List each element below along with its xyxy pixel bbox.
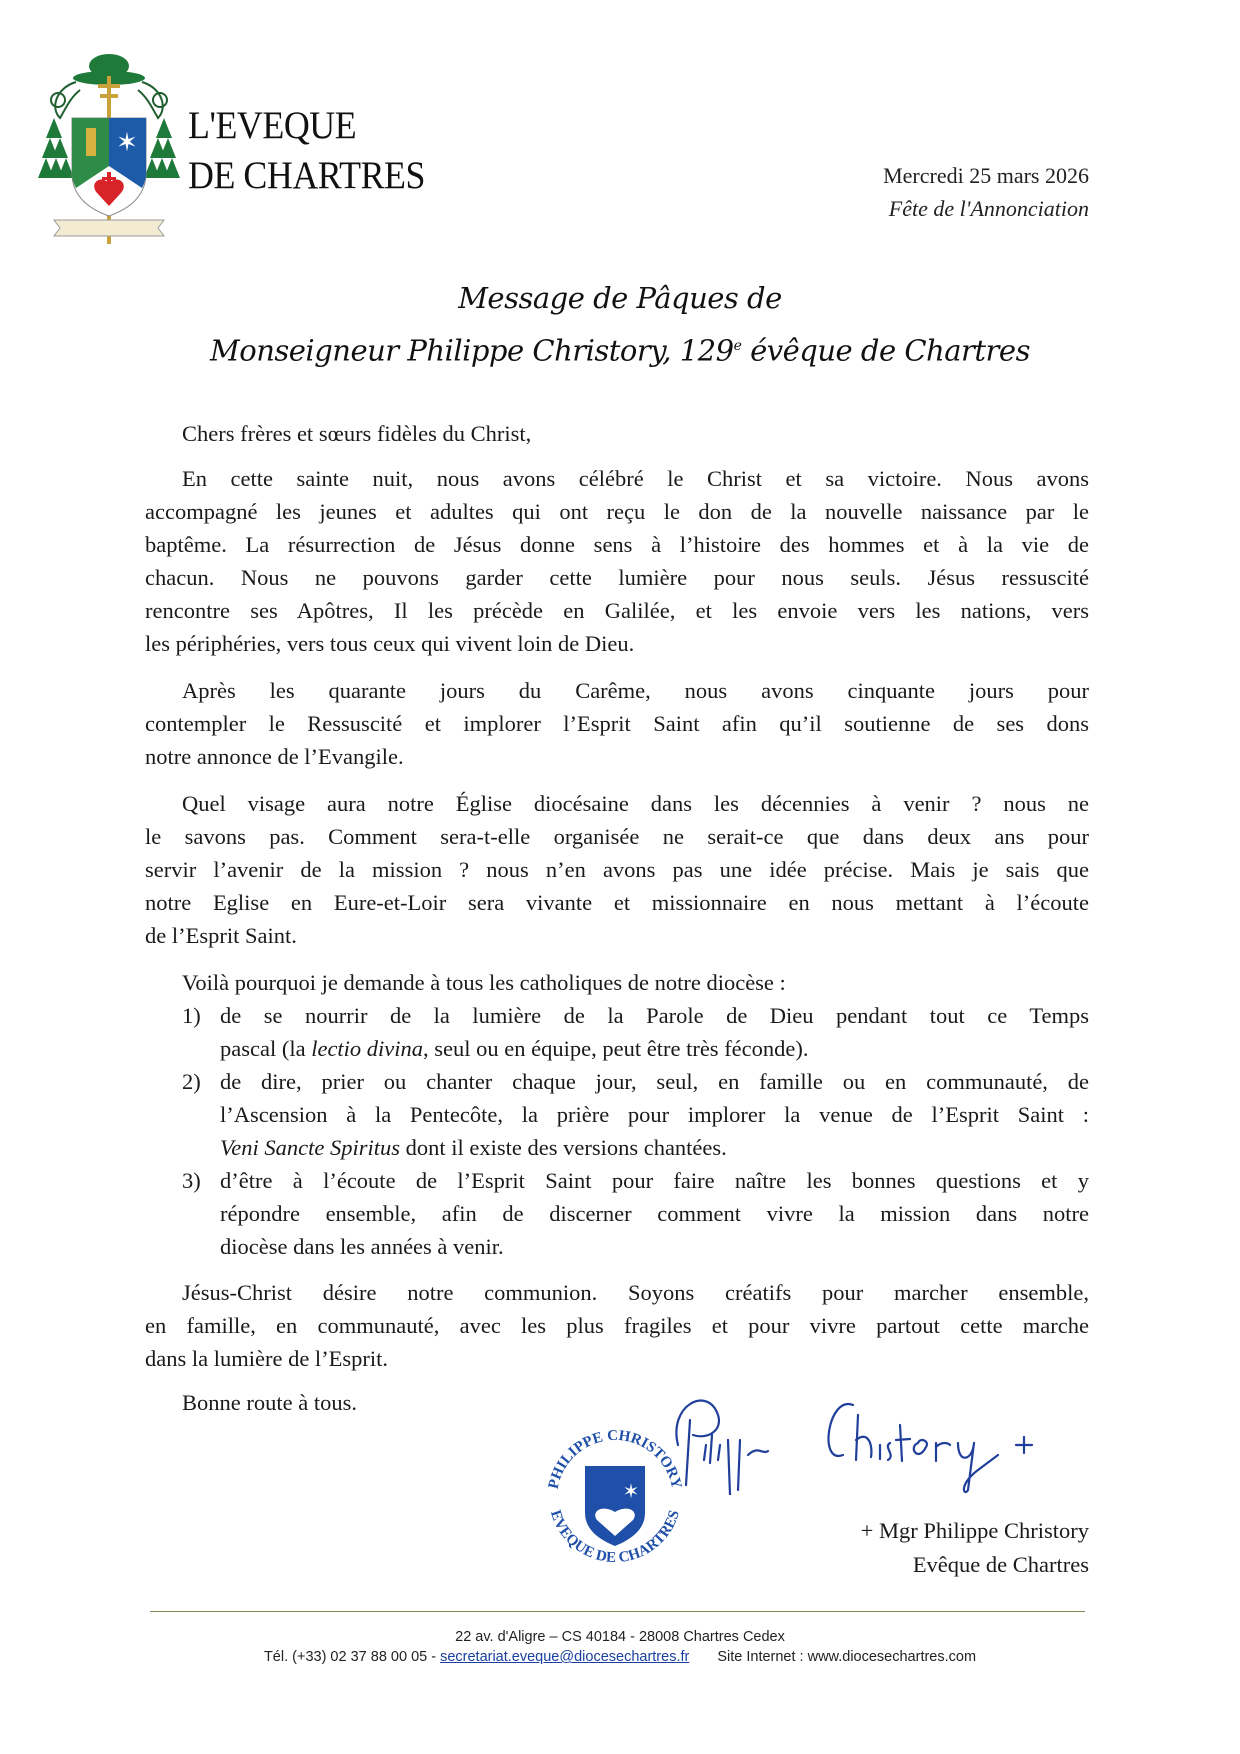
text-run: servir l’avenir de la mission ? nous n’en avons pas une idée précise. Mais je sais que	[145, 857, 1089, 882]
paragraph-line	[145, 707, 1089, 740]
paragraph	[145, 966, 1089, 999]
paragraph	[145, 674, 1089, 773]
text-run: de l’Esprit Saint.	[145, 923, 297, 948]
paragraph-line	[145, 787, 1089, 820]
text-run: accompagné les jeunes et adultes qui ont reçu le don de la nouvelle naissance par le	[145, 499, 1089, 524]
signer-name: + Mgr Philippe Christory	[860, 1518, 1089, 1543]
footer-address: 22 av. d'Aligre – CS 40184 - 28008 Chartres Cedex	[455, 1629, 785, 1645]
text-run: de dire, prier ou chanter chaque jour, seul, en famille ou en communauté, de	[220, 1069, 1089, 1094]
paragraph-line	[145, 528, 1089, 561]
text-run: dont il existe des versions chantées.	[399, 1135, 727, 1160]
paragraph	[145, 462, 1089, 660]
text-run: de se nourrir de la lumière de la Parole de Dieu pendant tout ce Temps	[220, 1003, 1089, 1028]
list-number: 1)	[182, 1003, 201, 1028]
list-item-line	[220, 1164, 1089, 1197]
feast-day: Fête de l'Annonciation	[888, 196, 1089, 221]
paragraph-line	[145, 627, 1089, 660]
paragraph-line	[145, 594, 1089, 627]
org-name-line2: DE CHARTRES	[188, 154, 426, 197]
title-text-end: évêque de Chartres	[741, 333, 1030, 368]
text-run: Quel visage aura notre Église diocésaine dans les décennies à venir ? nous ne	[182, 791, 1089, 816]
letter-body	[145, 417, 1089, 1419]
footer-phone: Tél. (+33) 02 37 88 00 05 -	[263, 1649, 441, 1665]
salutation: Chers frères et sœurs fidèles du Christ,	[182, 421, 532, 446]
list-item-line	[220, 1131, 1089, 1164]
text-run: baptême. La résurrection de Jésus donne sens à l’histoire des hommes et à la vie de	[145, 532, 1089, 557]
paragraph-line	[145, 966, 1089, 999]
closing-paragraph	[145, 1276, 1089, 1375]
text-run: le savons pas. Comment sera-t-elle organisée ne serait-ce que dans deux ans pour	[145, 824, 1089, 849]
paragraph-line	[145, 674, 1089, 707]
paragraph-line	[145, 919, 1089, 952]
list-item-line	[220, 1032, 1089, 1065]
svg-text:✶: ✶	[622, 1481, 640, 1503]
list-item-line	[220, 1197, 1089, 1230]
paragraph-line	[145, 1276, 1089, 1309]
title-superscript: e	[733, 338, 742, 354]
svg-text:✶: ✶	[116, 128, 138, 157]
paragraph-line	[145, 1342, 1089, 1375]
text-run: d’être à l’écoute de l’Esprit Saint pour faire naître les bonnes questions et y	[220, 1168, 1089, 1193]
text-run: diocèse dans les années à venir.	[220, 1234, 504, 1259]
text-run: Jésus-Christ désire notre communion. Soyons créatifs pour marcher ensemble,	[182, 1280, 1089, 1305]
title-text: Monseigneur Philippe Christory, 129	[210, 333, 734, 368]
list-number: 3)	[182, 1168, 201, 1193]
paragraph-line	[145, 853, 1089, 886]
list-item-line	[220, 1065, 1089, 1098]
text-run: chacun. Nous ne pouvons garder cette lumière pour nous seuls. Jésus ressuscité	[145, 565, 1089, 590]
org-name-line1: L'EVEQUE	[188, 104, 357, 147]
text-run: , seul ou en équipe, peut être très féconde).	[423, 1036, 809, 1061]
farewell: Bonne route à tous.	[182, 1390, 357, 1415]
stamp-top-text: PHILIPPE CHRISTORY	[545, 1427, 685, 1491]
footer-website: Site Internet : www.diocesechartres.com	[717, 1649, 977, 1665]
message-title-line2	[0, 326, 1240, 371]
coat-of-arms-icon	[36, 48, 182, 244]
list-item	[145, 999, 1089, 1065]
list-item-line	[220, 1098, 1089, 1131]
text-run: contempler le Ressuscité et implorer l’Esprit Saint afin qu’il soutienne de ses dons	[145, 711, 1089, 736]
text-run: En cette sainte nuit, nous avons célébré le Christ et sa victoire. Nous avons	[182, 466, 1089, 491]
text-run: notre annonce de l’Evangile.	[145, 744, 404, 769]
paragraph-line	[145, 740, 1089, 773]
list-item	[145, 1164, 1089, 1263]
text-run: répondre ensemble, afin de discerner comment vivre la mission dans notre	[220, 1201, 1089, 1226]
list-item-line	[220, 999, 1089, 1032]
paragraph-line	[145, 1309, 1089, 1342]
text-run: les périphéries, vers tous ceux qui vivent loin de Dieu.	[145, 631, 635, 656]
letter-date: Mercredi 25 mars 2026	[883, 163, 1089, 188]
text-run: notre Eglise en Eure-et-Loir sera vivante et missionnaire en nous mettant à l’écoute	[145, 890, 1089, 915]
text-run: en famille, en communauté, avec les plus fragiles et pour vivre partout cette marche	[145, 1313, 1089, 1338]
signer-title: Evêque de Chartres	[912, 1552, 1089, 1577]
text-run: Après les quarante jours du Carême, nous avons cinquante jours pour	[182, 678, 1089, 703]
paragraph	[145, 787, 1089, 952]
footer-divider	[150, 1611, 1085, 1612]
italic-text: Veni Sancte Spiritus	[220, 1135, 400, 1160]
handwritten-signature	[668, 1385, 1098, 1495]
italic-text: lectio divina	[311, 1036, 424, 1061]
text-run: Voilà pourquoi je demande à tous les catholiques de notre diocèse :	[182, 970, 786, 995]
message-title-line1: Message de Pâques de	[458, 281, 782, 315]
footer-email-link[interactable]: secretariat.eveque@diocesechartres.fr	[440, 1649, 690, 1665]
paragraph-line	[145, 462, 1089, 495]
paragraph-line	[145, 495, 1089, 528]
footer-contact	[0, 1647, 1240, 1667]
list-item-line	[220, 1230, 1089, 1263]
stamp-bottom-text: EVEQUE DE CHARTRES	[546, 1508, 683, 1567]
paragraph-line	[145, 561, 1089, 594]
text-run: l’Ascension à la Pentecôte, la prière pour implorer la venue de l’Esprit Saint :	[220, 1102, 1089, 1127]
text-run: dans la lumière de l’Esprit.	[145, 1346, 389, 1371]
text-run: rencontre ses Apôtres, Il les précède en Galilée, et les envoie vers les nations, vers	[145, 598, 1089, 623]
text-run: pascal (la	[220, 1036, 312, 1061]
list-number: 2)	[182, 1069, 201, 1094]
list-item	[145, 1065, 1089, 1164]
paragraph-line	[145, 820, 1089, 853]
paragraph-line	[145, 886, 1089, 919]
